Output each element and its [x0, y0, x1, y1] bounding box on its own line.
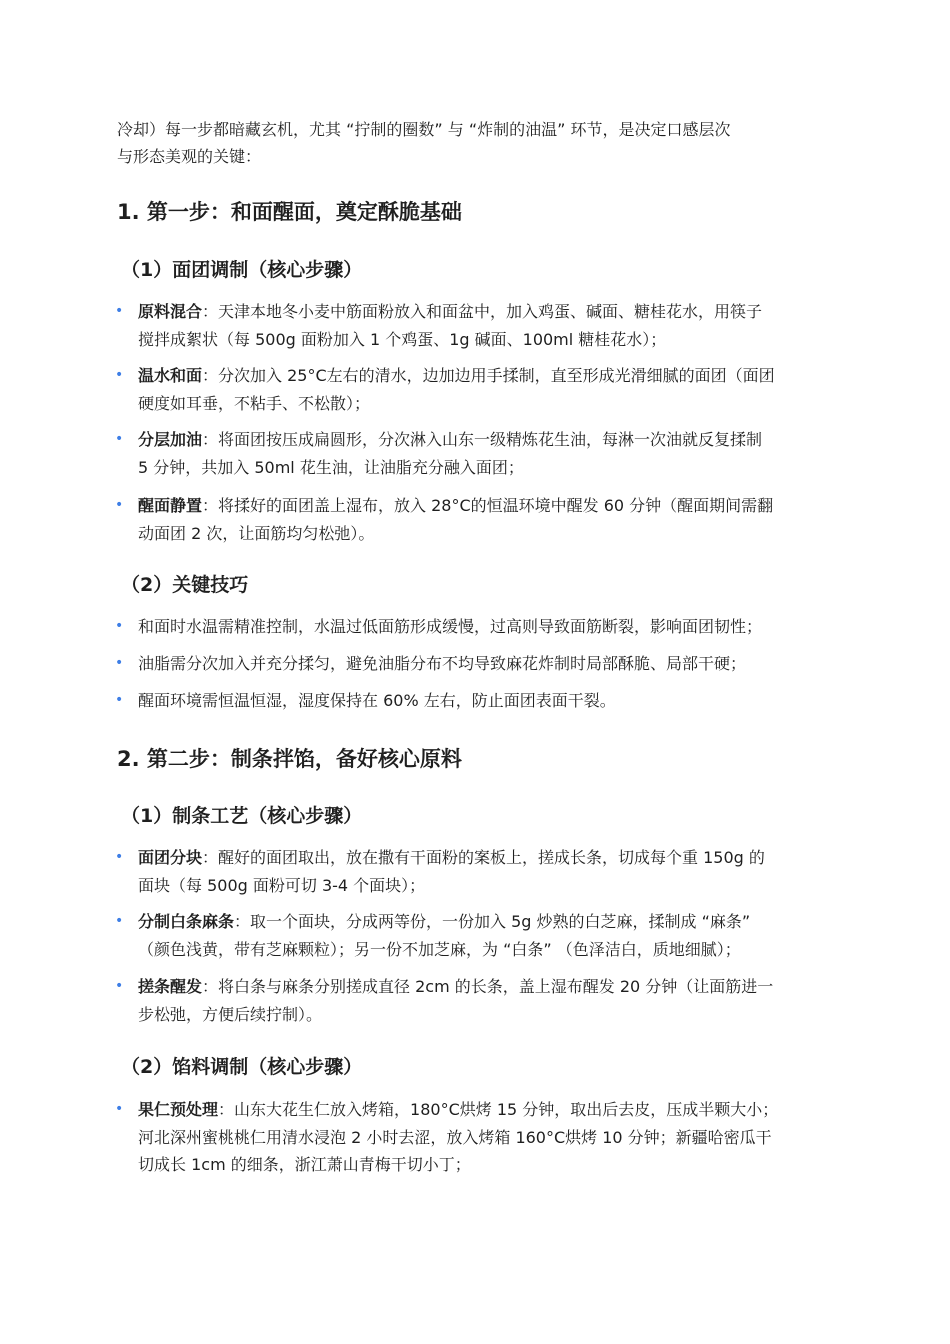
list-item: [115, 844, 838, 899]
item-text: 山东大花生仁放入烤箱，180°C烘烤 15 分钟，取出后去皮，压成半颗大小；: [234, 1100, 779, 1119]
item-text: 天津本地冬小麦中筋面粉放入和面盆中，加入鸡蛋、碱面、糖桂花水，用筷子: [218, 302, 763, 321]
bullet-icon: •: [115, 655, 124, 671]
bullet-icon: •: [115, 431, 124, 447]
item-text: 面块（每 500g 面粉可切 3-4 个面块）；: [138, 875, 426, 895]
intro-line: 冷却）每一步都暗藏玄机，尤其 “拧制的圈数” 与 “炸制的油温” 环节，是决定口感层次: [117, 120, 731, 139]
section-heading: 1. 第一步：和面醒面，奠定酥脆基础: [117, 200, 462, 224]
item-text: 和面时水温需精准控制，水温过低面筋形成缓慢，过高则导致面筋断裂，影响面团韧性；: [138, 617, 763, 636]
item-term: 搓条醒发: [138, 977, 203, 996]
item-separator: ：: [202, 977, 219, 996]
item-text: 将揉好的面团盖上湿布，放入 28°C的恒温环境中醒发 60 分钟（醒面期间需翻: [218, 496, 774, 515]
item-term: 温水和面: [138, 366, 203, 385]
list-item: [115, 362, 838, 417]
item-text: 切成长 1cm 的细条，浙江萧山青梅干切小丁；: [138, 1155, 471, 1174]
item-separator: ：: [202, 366, 219, 385]
item-separator: ：: [202, 848, 219, 867]
item-term: 面团分块: [138, 848, 203, 867]
bullet-icon: •: [115, 497, 124, 513]
bullet-icon: •: [115, 618, 124, 634]
bullet-icon: •: [115, 367, 124, 383]
item-text: 将面团按压成扁圆形，分次淋入山东一级精炼花生油，每淋一次油就反复揉制: [218, 430, 763, 449]
item-separator: ：: [202, 496, 219, 515]
item-separator: ：: [202, 302, 219, 321]
subsection-heading: （2）关键技巧: [121, 574, 249, 596]
item-text: 5 分钟，共加入 50ml 花生油，让油脂充分融入面团；: [138, 457, 524, 477]
item-term: 分层加油: [138, 430, 203, 449]
item-term: 果仁预处理: [138, 1100, 219, 1119]
section-heading: 2. 第二步：制条拌馅，备好核心原料: [117, 747, 462, 771]
item-text: 将白条与麻条分别搓成直径 2cm 的长条，盖上湿布醒发 20 分钟（让面筋进一: [218, 977, 774, 996]
subsection-heading: （2）馅料调制（核心步骤）: [121, 1056, 363, 1078]
subsection-heading: （1）面团调制（核心步骤）: [121, 259, 363, 281]
list-item: [115, 426, 838, 481]
bullet-icon: •: [115, 978, 124, 994]
item-term: 分制白条麻条: [138, 912, 235, 931]
list-item: [115, 298, 838, 353]
item-separator: ：: [218, 1100, 235, 1119]
bullet-icon: •: [115, 692, 124, 708]
item-text: 取一个面块，分成两等份，一份加入 5g 炒熟的白芝麻，揉制成 “麻条”: [250, 912, 751, 931]
list-item: [115, 650, 838, 678]
list-item: [115, 908, 838, 963]
item-text: 硬度如耳垂，不粘手、不松散）；: [138, 393, 371, 413]
item-text: 河北深州蜜桃桃仁用清水浸泡 2 小时去涩，放入烤箱 160°C烘烤 10 分钟；新疆哈密瓜干: [138, 1127, 772, 1147]
item-text: 步松弛，方便后续拧制）。: [138, 1004, 323, 1024]
item-separator: ：: [202, 430, 219, 449]
bullet-icon: •: [115, 303, 124, 319]
bullet-icon: •: [115, 1101, 124, 1117]
list-item: [115, 492, 838, 547]
item-text: 油脂需分次加入并充分揉匀，避免油脂分布不均导致麻花炸制时局部酥脆、局部干硬；: [138, 654, 747, 673]
item-text: 搅拌成絮状（每 500g 面粉加入 1 个鸡蛋、1g 碱面、100ml 糖桂花水）；: [138, 329, 667, 349]
intro-line: 与形态美观的关键：: [117, 147, 262, 166]
intro-paragraph: [117, 116, 837, 170]
list-item: [115, 687, 838, 715]
item-text: 动面团 2 次，让面筋均匀松弛）。: [138, 523, 375, 543]
item-term: 醒面静置: [138, 496, 203, 515]
bullet-icon: •: [115, 849, 124, 865]
item-separator: ：: [234, 912, 251, 931]
list-item: [115, 1096, 838, 1179]
item-text: （颜色浅黄，带有芝麻颗粒）；另一份不加芝麻，为 “白条” （色泽洁白，质地细腻）；: [138, 939, 741, 959]
list-item: [115, 973, 838, 1028]
item-text: 分次加入 25°C左右的清水，边加边用手揉制，直至形成光滑细腻的面团（面团: [218, 366, 775, 385]
subsection-heading: （1）制条工艺（核心步骤）: [121, 805, 363, 827]
list-item: [115, 613, 838, 641]
bullet-icon: •: [115, 913, 124, 929]
item-text: 醒面环境需恒温恒湿，湿度保持在 60% 左右，防止面团表面干裂。: [138, 691, 616, 710]
item-text: 醒好的面团取出，放在撒有干面粉的案板上，搓成长条，切成每个重 150g 的: [218, 848, 765, 867]
item-term: 原料混合: [138, 302, 203, 321]
